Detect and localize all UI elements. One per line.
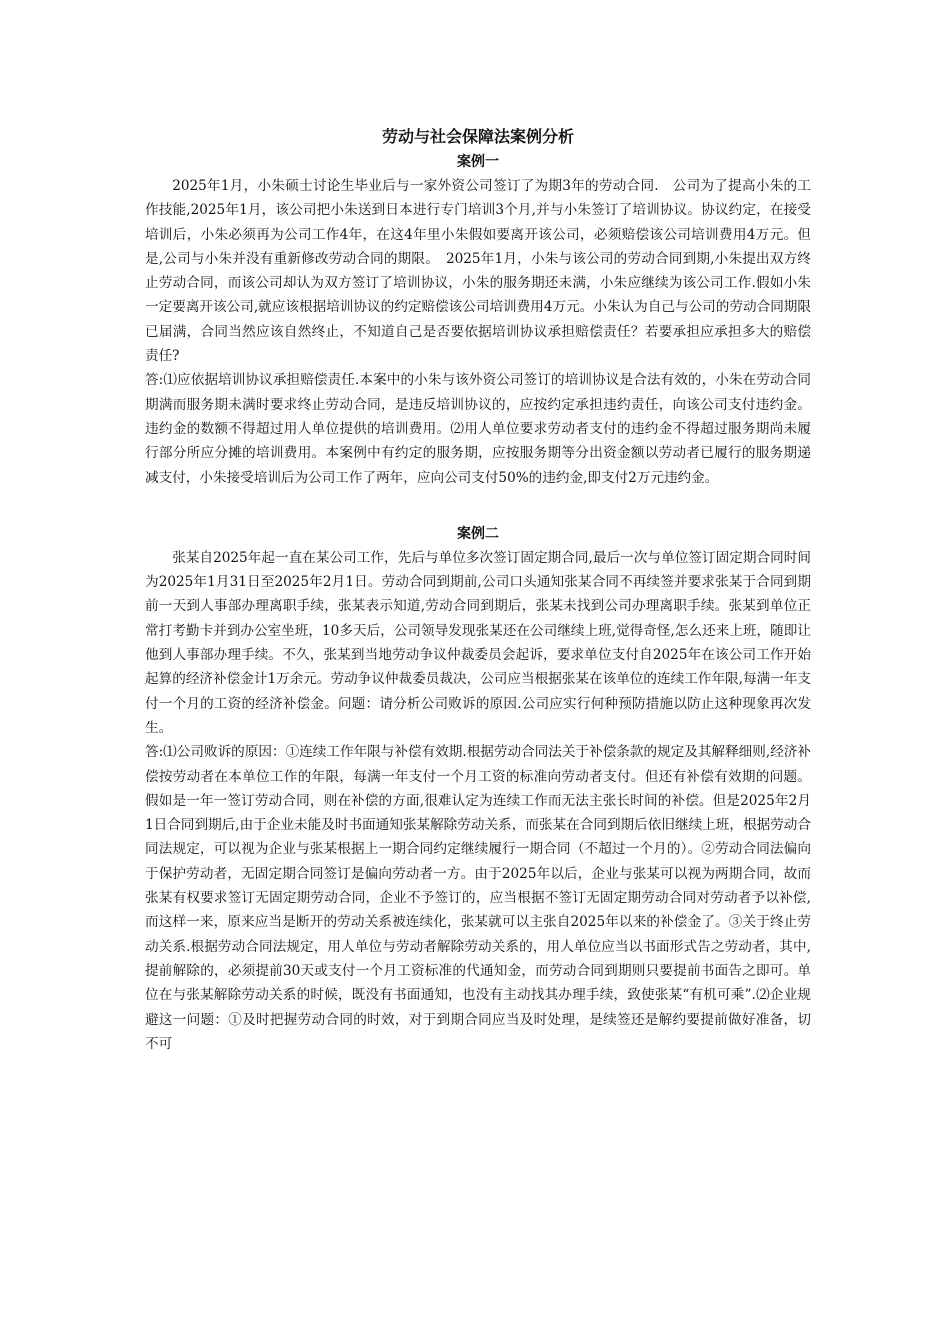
case-one-question: 2025年1月，小朱硕士讨论生毕业后与一家外资公司签订了为期3年的劳动合同. 公司为了提高小朱的工作技能,2025年1月，该公司把小朱送到日本进行专门培训3个月,并与小朱签订了培训协议。协议约定，在接受培训后，小朱必须再为公司工作4年，在这4年里小朱假如要离开该公司，必须赔偿该公司培训费用4万元。但是,公司与小朱并没有重新修改劳动合同的期限。 2025年1月，小朱与该公司的劳动合同到期,小朱提出双方终止劳动合同，而该公司却认为双方签订了培训协议，小朱的服务期还未满，小朱应继续为该公司工作.假如小朱一定要离开该公司,就应该根据培训协议的约定赔偿该公司培训费用4万元。小朱认为自己与公司的劳动合同期限已届满，合同当然应该自然终止，不知道自己是否要依据培训协议承担赔偿责任？若要承担应承担多大的赔偿责任? [145, 178, 811, 365]
case-two-answer: 答:⑴公司败诉的原因：①连续工作年限与补偿有效期.根据劳动合同法关于补偿条款的规定及其解释细则,经济补偿按劳动者在本单位工作的年限，每满一年支付一个月工资的标准向劳动者支付。但还有补偿有效期的问题。假如是一年一签订劳动合同，则在补偿的方面,很难认定为连续工作而无法主张长时间的补偿。但是2025年2月1日合同到期后,由于企业未能及时书面通知张某解除劳动关系，而张某在合同到期后依旧继续上班，根据劳动合同法规定，可以视为企业与张某根据上一期合同约定继续履行一期合同（不超过一个月的）。②劳动合同法偏向于保护劳动者，无固定期合同签订是偏向劳动者一方。由于2025年以后，企业与张某可以视为两期合同，故而张某有权要求签订无固定期劳动合同，企业不予签订的，应当根据不签订无固定期劳动合同对劳动者予以补偿,而这样一来，原来应当是断开的劳动关系被连续化，张某就可以主张自2025年以来的补偿金了。③关于终止劳动关系.根据劳动合同法规定，用人单位与劳动者解除劳动关系的，用人单位应当以书面形式告之劳动者，其中,提前解除的，必须提前30天或支付一个月工资标准的代通知金，而劳动合同到期则只要提前书面告之即可。单位在与张某解除劳动关系的时候，既没有书面通知，也没有主动找其办理手续，致使张某“有机可乘”.⑵企业规避这一问题：①及时把握劳动合同的时效，对于到期合同应当及时处理，是续签还是解约要提前做好准备，切不可 [145, 744, 811, 1052]
case-one-heading: 案例一 [457, 154, 499, 170]
case-two-heading: 案例二 [457, 525, 499, 542]
document-page [145, 124, 811, 1056]
document-title: 劳动与社会保障法案例分析 [381, 127, 574, 146]
case-two-question: 张某自2025年起一直在某公司工作，先后与单位多次签订固定期合同,最后一次与单位签订固定期合同时间为2025年1月31日至2025年2月1日。劳动合同到期前,公司口头通知张某合同不再续签并要求张某于合同到期前一天到人事部办理离职手续，张某表示知道,劳动合同到期后，张某未找到公司办理离职手续。张某到单位正常打考勤卡并到办公室坐班，10多天后，公司领导发现张某还在公司继续上班,觉得奇怪,怎么还来上班，随即让他到人事部办理手续。不久，张某到当地劳动争议仲裁委员会起诉，要求单位支付自2025年在该公司工作开始起算的经济补偿金计1万余元。劳动争议仲裁委员裁决，公司应当根据张某在该单位的连续工作年限,每满一年支付一个月的工资的经济补偿金。问题：请分析公司败诉的原因.公司应实行何种预防措施以防止这种现象再次发生。 [145, 549, 811, 736]
section-gap [145, 490, 811, 514]
case-one-answer: 答:⑴应依据培训协议承担赔偿责任.本案中的小朱与该外资公司签订的培训协议是合法有效的，小朱在劳动合同期满而服务期未满时要求终止劳动合同，是违反培训协议的，应按约定承担违约责任，向该公司支付违约金。违约金的数额不得超过用人单位提供的培训费用。⑵用人单位要求劳动者支付的违约金不得超过服务期尚未履行部分所应分摊的培训费用。本案例中有约定的服务期，应按服务期等分出资金额以劳动者已履行的服务期递减支付，小朱接受培训后为公司工作了两年，应向公司支付50%的违约金,即支付2万元违约金。 [145, 372, 811, 486]
case-two [145, 522, 811, 1056]
section-gap-small [145, 514, 811, 522]
case-one [145, 150, 811, 490]
